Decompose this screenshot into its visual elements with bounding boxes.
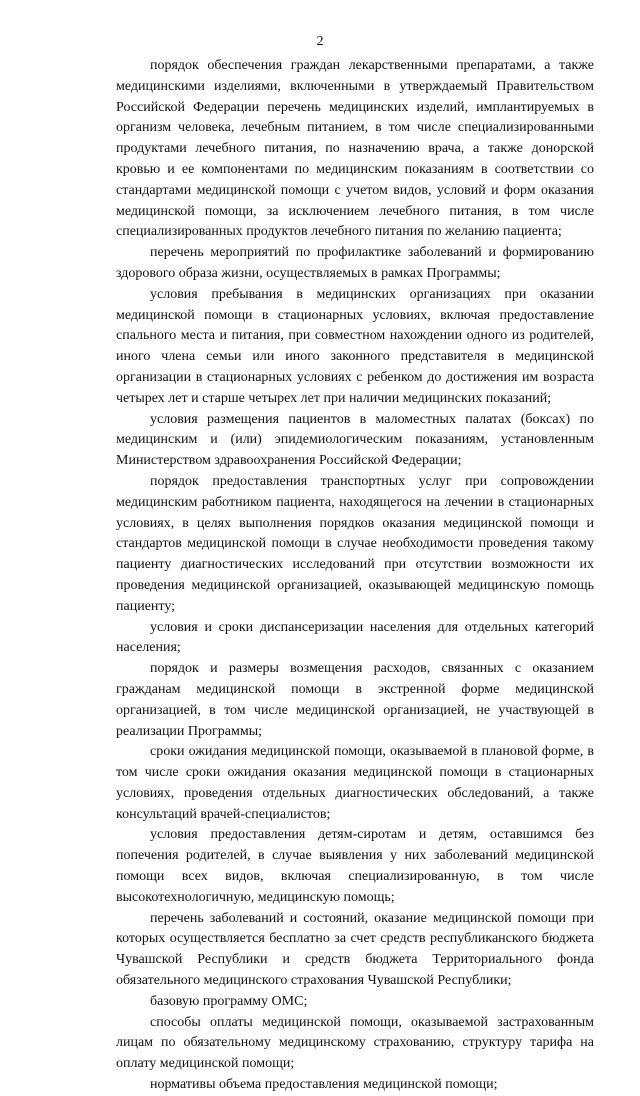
- paragraph: порядок обеспечения граждан лекарственными препаратами, а также медицинскими изделиями, включенными в утверждаемый Правительством Российской Федерации перечень медицинских изделий, имплантируемых в организм человека, лечебным питанием, в том числе специализированными продуктами лечебного питания, по назначению врача, а также донорской кровью и ее компонентами по медицинским показаниям в соответствии со стандартами медицинской помощи с учетом видов, условий и форм оказания медицинской помощи, за исключением лечебного питания, в том числе специализированных продуктов лечебного питания по желанию пациента;: [116, 58, 594, 240]
- paragraph: сроки ожидания медицинской помощи, оказываемой в плановой форме, в том числе сроки ожидания оказания медицинской помощи в стационарных условиях, проведения отдельных диагностических обследований, а также консультаций врачей-специалистов;: [116, 744, 594, 822]
- paragraph: условия и сроки диспансеризации населения для отдельных категорий населения;: [116, 619, 594, 656]
- paragraph: перечень заболеваний и состояний, оказание медицинской помощи при которых осуществляется бесплатно за счет средств республиканского бюджета Чувашской Республики и средств бюджета Территориального фонда обязательного медицинского страхования Чувашской Республики;: [116, 910, 594, 989]
- paragraph: базовую программу ОМС;: [150, 993, 308, 1009]
- paragraph: способы оплаты медицинской помощи, оказываемой застрахованным лицам по обязательному медицинскому страхованию, структуру тарифа на оплату медицинской помощи;: [116, 1014, 594, 1072]
- paragraph: условия размещения пациентов в маломестных палатах (боксах) по медицинским и (или) эпидемиологическим показаниям, установленным Министерством здравоохранения Российской Федерации;: [116, 411, 594, 469]
- paragraph: нормативы объема предоставления медицинской помощи;: [150, 1077, 498, 1093]
- paragraph: перечень мероприятий по профилактике заболеваний и формированию здорового образа жизни, осуществляемых в рамках Программы;: [116, 245, 594, 281]
- document-body: [116, 56, 594, 1096]
- paragraph: порядок и размеры возмещения расходов, связанных с оказанием гражданам медицинской помощи в экстренной форме медицинской организацией, в том числе медицинской организацией, не участвующей в реализации Программы;: [116, 661, 594, 739]
- paragraph: условия пребывания в медицинских организациях при оказании медицинской помощи в стационарных условиях, включая предоставление спального места и питания, при совместном нахождении одного из родителей, иного члена семьи или иного законного представителя в медицинской организации в стационарных условиях с ребенком до достижения им возраста четырех лет и старше четырех лет при наличии медицинских показаний;: [116, 286, 594, 406]
- paragraph: порядок предоставления транспортных услуг при сопровождении медицинским работником пациента, находящегося на лечении в стационарных условиях, в целях выполнения порядков оказания медицинской помощи и стандартов медицинской помощи в случае необходимости проведения такому пациенту диагностических исследований при отсутствии возможности их проведения медицинской организацией, оказывающей медицинскую помощь пациенту;: [116, 473, 594, 614]
- page-number: 2: [316, 34, 324, 49]
- paragraph: условия предоставления детям-сиротам и детям, оставшимся без попечения родителей, в случае выявления у них заболеваний медицинской помощи всех видов, включая специализированную, в том числе высокотехнологичную, медицинскую помощь;: [116, 827, 594, 905]
